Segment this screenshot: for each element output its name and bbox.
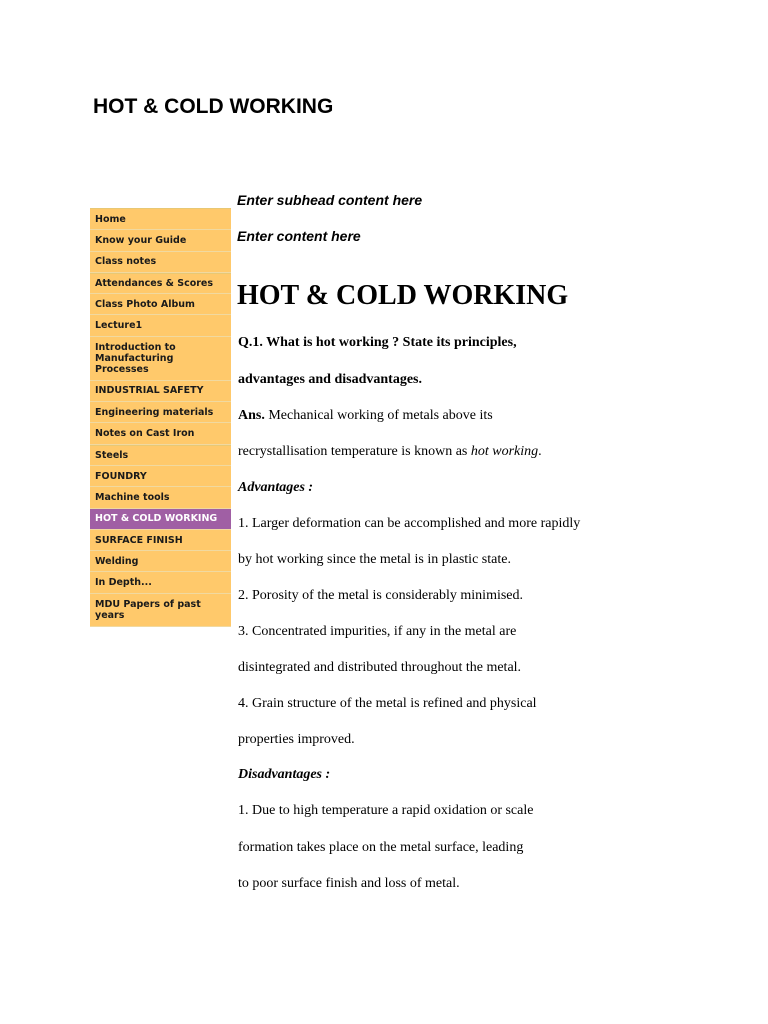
advantage-3-line-1: 3. Concentrated impurities, if any in the metal are — [238, 624, 517, 639]
advantage-1-line-2: by hot working since the metal is in plastic state. — [238, 552, 511, 567]
sidebar-item-surface-finish[interactable]: SURFACE FINISH — [90, 530, 231, 551]
disadvantages-label: Disadvantages : — [238, 767, 331, 782]
disadvantage-1-line-2: formation takes place on the metal surface, leading — [238, 840, 524, 855]
question-line-1: Q.1. What is hot working ? State its principles, — [238, 335, 517, 350]
sidebar-item-know-your-guide[interactable]: Know your Guide — [90, 230, 231, 251]
sidebar-item-engineering-materials[interactable]: Engineering materials — [90, 402, 231, 423]
sidebar-nav — [90, 208, 231, 627]
advantages-label: Advantages : — [238, 480, 314, 495]
sidebar-item-foundry[interactable]: FOUNDRY — [90, 466, 231, 487]
sidebar-item-home[interactable]: Home — [90, 209, 231, 230]
advantage-4-line-2: properties improved. — [238, 732, 355, 747]
sidebar-item-class-notes[interactable]: Class notes — [90, 252, 231, 273]
article-heading: HOT & COLD WORKING — [237, 280, 569, 311]
sidebar-item-welding[interactable]: Welding — [90, 551, 231, 572]
advantage-1-line-1: 1. Larger deformation can be accomplished and more rapidly — [238, 516, 581, 531]
answer-line-1 — [238, 408, 493, 424]
disadvantage-1-line-1: 1. Due to high temperature a rapid oxidation or scale — [238, 803, 534, 818]
sidebar-item-machine-tools[interactable]: Machine tools — [90, 487, 231, 508]
sidebar-item-mdu-papers[interactable]: MDU Papers of past years — [90, 594, 231, 627]
sidebar-item-industrial-safety[interactable]: INDUSTRIAL SAFETY — [90, 381, 231, 402]
sidebar-item-notes-cast-iron[interactable]: Notes on Cast Iron — [90, 423, 231, 444]
advantage-3-line-2: disintegrated and distributed throughout the metal. — [238, 660, 522, 675]
sidebar-item-lecture1[interactable]: Lecture1 — [90, 315, 231, 336]
answer-label: Ans. — [238, 408, 265, 423]
advantage-2: 2. Porosity of the metal is considerably minimised. — [238, 588, 524, 603]
sidebar-item-class-photo-album[interactable]: Class Photo Album — [90, 294, 231, 315]
hot-working-term: hot working — [470, 444, 539, 459]
sidebar-item-steels[interactable]: Steels — [90, 445, 231, 466]
sidebar-item-introduction-manufacturing[interactable]: Introduction to Manufacturing Processes — [90, 337, 231, 381]
answer-text: Mechanical working of metals above its — [264, 408, 493, 423]
question-line-2: advantages and disadvantages. — [238, 372, 422, 387]
sidebar-item-attendances-scores[interactable]: Attendances & Scores — [90, 273, 231, 294]
subhead: Enter subhead content here — [237, 192, 423, 208]
page-title: HOT & COLD WORKING — [93, 95, 334, 118]
answer-line-2 — [238, 444, 542, 460]
answer-period: . — [538, 444, 542, 459]
sidebar-item-in-depth[interactable]: In Depth... — [90, 572, 231, 593]
disadvantage-1-line-3: to poor surface finish and loss of metal. — [238, 876, 460, 891]
advantage-4-line-1: 4. Grain structure of the metal is refined and physical — [238, 696, 537, 711]
sidebar-item-hot-cold-working[interactable]: HOT & COLD WORKING — [90, 509, 231, 530]
answer-text-2: recrystallisation temperature is known as — [238, 444, 471, 459]
content-label: Enter content here — [237, 228, 361, 244]
